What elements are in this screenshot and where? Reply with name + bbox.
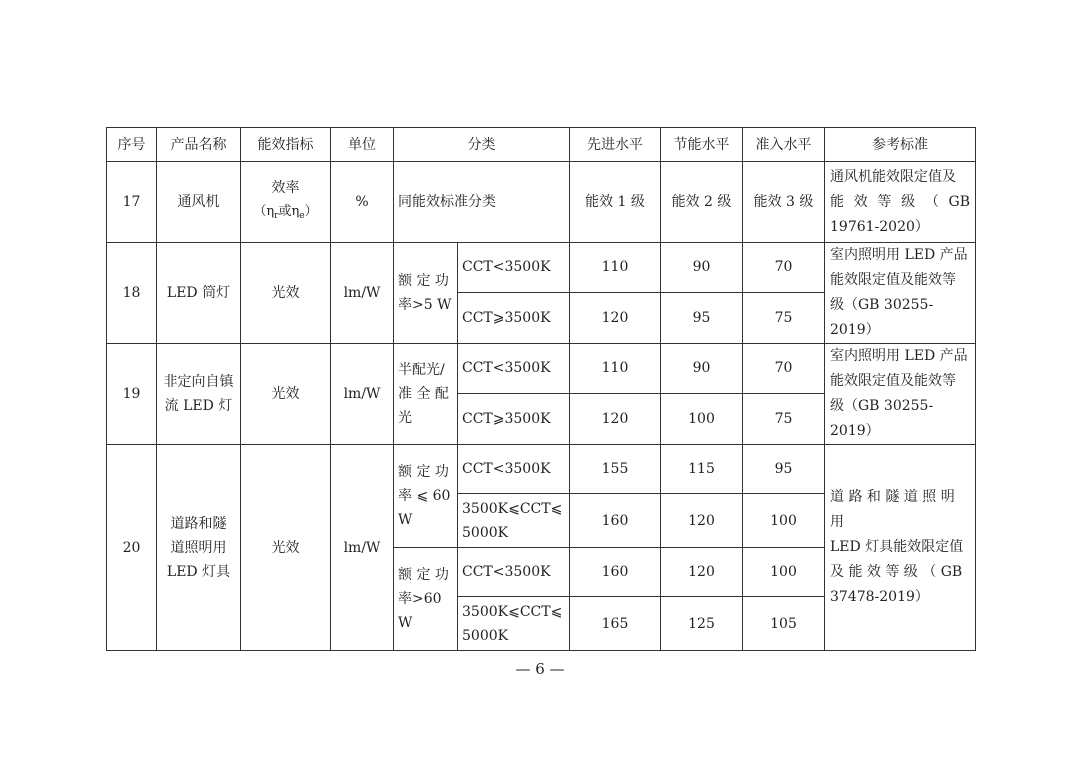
table-row [107,445,976,494]
cell-reference: 道 路 和 隧 道 照 明 用 LED 灯具能效限定值 及 能 效 等 级 （ GB 37478-2019） [825,445,976,651]
header-metric: 能效指标 [241,128,331,162]
cell-unit: lm/W [331,445,394,651]
cell-no: 19 [107,344,157,445]
header-no: 序号 [107,128,157,162]
cell-entry: 95 [743,445,825,494]
cell-metric [241,162,331,243]
header-unit: 单位 [331,128,394,162]
cell-saving: 能效 2 级 [661,162,743,243]
cell-reference: 室内照明用 LED 产品 能效限定值及能效等 级（GB 30255-2019） [825,344,976,445]
cell-product-name: 通风机 [157,162,241,243]
cell-power-group: 额 定 功 率 ⩽ 60 W [394,445,458,548]
cell-entry: 70 [743,344,825,394]
table-row [107,162,976,243]
cell-power-group: 额 定 功 率>5 W [394,243,458,344]
table-header-row [107,128,976,162]
cell-entry: 100 [743,548,825,597]
cell-advanced: 120 [570,393,661,444]
cell-cct: 3500K⩽CCT⩽ 5000K [458,597,570,651]
cell-power-group: 额 定 功 率>60 W [394,548,458,651]
cell-category: 同能效标准分类 [394,162,570,243]
cell-cct: CCT<3500K [458,243,570,293]
cell-advanced: 120 [570,292,661,343]
page-number: — 6 — [515,660,565,678]
cell-reference: 通风机能效限定值及 能 效 等 级 （ GB 19761-2020） [825,162,976,243]
cell-saving: 95 [661,292,743,343]
cell-saving: 100 [661,393,743,444]
cell-entry: 能效 3 级 [743,162,825,243]
cell-product-name: 非定向自镇 流 LED 灯 [157,344,241,445]
cell-saving: 120 [661,548,743,597]
cell-entry: 70 [743,243,825,293]
cell-advanced: 110 [570,344,661,394]
cell-cct: CCT⩾3500K [458,393,570,444]
cell-cct: CCT<3500K [458,344,570,394]
cell-unit: lm/W [331,243,394,344]
cell-reference: 室内照明用 LED 产品 能效限定值及能效等 级（GB 30255-2019） [825,243,976,344]
cell-saving: 120 [661,494,743,548]
cell-product-name: 道路和隧 道照明用 LED 灯具 [157,445,241,651]
cell-unit: lm/W [331,344,394,445]
cell-cct: CCT<3500K [458,445,570,494]
cell-saving: 90 [661,344,743,394]
cell-entry: 75 [743,393,825,444]
header-advanced-level: 先进水平 [570,128,661,162]
cell-advanced: 110 [570,243,661,293]
cell-metric: 光效 [241,445,331,651]
header-saving-level: 节能水平 [661,128,743,162]
header-category: 分类 [394,128,570,162]
cell-unit: % [331,162,394,243]
cell-light-group: 半配光/ 准 全 配 光 [394,344,458,445]
cell-no: 17 [107,162,157,243]
cell-saving: 115 [661,445,743,494]
cell-product-name: LED 筒灯 [157,243,241,344]
cell-metric: 光效 [241,243,331,344]
cell-saving: 125 [661,597,743,651]
cell-no: 18 [107,243,157,344]
cell-saving: 90 [661,243,743,293]
cell-advanced: 165 [570,597,661,651]
metric-line1: 效率 [271,180,300,196]
table-row [107,344,976,394]
cell-advanced: 160 [570,494,661,548]
cell-no: 20 [107,445,157,651]
table-row [107,243,976,293]
cell-metric: 光效 [241,344,331,445]
cell-cct: CCT⩾3500K [458,292,570,343]
cell-advanced: 155 [570,445,661,494]
efficiency-standards-table [106,127,976,651]
cell-advanced: 160 [570,548,661,597]
cell-cct: 3500K⩽CCT⩽ 5000K [458,494,570,548]
cell-entry: 100 [743,494,825,548]
header-entry-level: 准入水平 [743,128,825,162]
cell-cct: CCT<3500K [458,548,570,597]
cell-advanced: 能效 1 级 [570,162,661,243]
header-product-name: 产品名称 [157,128,241,162]
metric-line2: （$\eta_r$或$\eta_e$） [253,204,318,221]
header-reference-standard: 参考标准 [825,128,976,162]
cell-entry: 75 [743,292,825,343]
cell-entry: 105 [743,597,825,651]
